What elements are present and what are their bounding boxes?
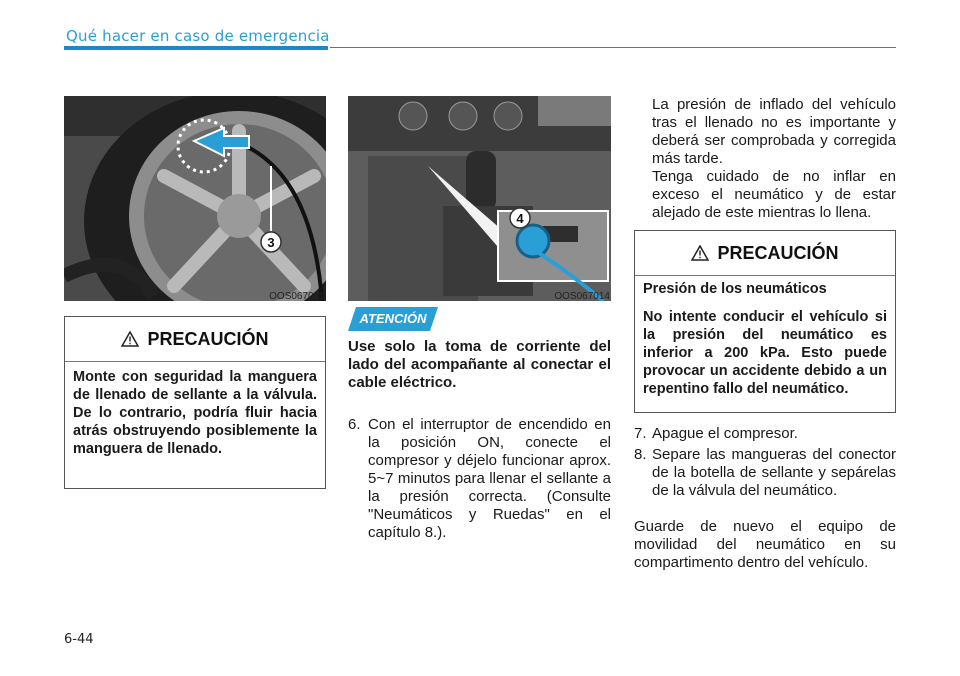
step-6-number: 6. xyxy=(348,416,361,433)
tire-valve-photo xyxy=(64,96,326,301)
caution-heading: PRECAUCIÓN xyxy=(717,242,839,263)
caution-subtitle: Presión de los neumáticos xyxy=(643,281,827,297)
power-outlet-photo xyxy=(348,96,611,301)
header-rule xyxy=(330,47,896,48)
figure-caption-middle: OOS067014 xyxy=(554,291,610,302)
paragraph-pressure-note: La presión de inflado del vehículo tras el llenado no es importante y deberá ser comprobada y corregida más tarde. xyxy=(652,96,896,167)
attention-badge xyxy=(348,307,438,331)
step-8-text: Separe las mangueras del conector de la botella de sellante y sepárelas de la válvula del neumático. xyxy=(652,446,896,499)
paragraph-overinflate-note: Tenga cuidado de no inflar en exceso el neumático y de estar alejado de este mientras lo llena. xyxy=(652,168,896,221)
caution-heading: PRECAUCIÓN xyxy=(147,328,269,349)
step-8-number: 8. xyxy=(634,446,647,463)
caution-header xyxy=(65,317,325,362)
callout-3: 3 xyxy=(267,235,275,250)
page-number: 6-44 xyxy=(64,632,94,647)
warning-triangle-icon xyxy=(691,245,709,261)
attention-label: ATENCIÓN xyxy=(359,311,427,326)
warning-triangle-icon xyxy=(121,331,139,347)
step-7-text: Apague el compresor. xyxy=(652,425,798,442)
figure-caption-left: OOS067011 xyxy=(269,291,324,302)
caution-body: No intente conducir el vehículo si la presión del neumático es inferior a 200 kPa. Esto puede provocar un accidente debido a un repentino fallo del neumático. xyxy=(643,309,887,397)
header-accent-bar xyxy=(64,46,328,50)
step-7-number: 7. xyxy=(634,425,647,442)
callout-4: 4 xyxy=(516,211,524,226)
attention-text: Use solo la toma de corriente del lado del acompañante al conectar el cable eléctrico. xyxy=(348,338,611,391)
section-title: Qué hacer en caso de emergencia xyxy=(66,27,330,45)
caution-box-left xyxy=(64,316,326,489)
caution-body: Monte con seguridad la manguera de llenado de sellante a la válvula. De lo contrario, podría fluir hacia atrás obstruyendo posiblemente la manguera de llenado. xyxy=(73,369,317,457)
paragraph-store-kit: Guarde de nuevo el equipo de movilidad del neumático en su compartimento dentro del vehículo. xyxy=(634,518,896,571)
caution-box-right xyxy=(634,230,896,413)
caution-header xyxy=(635,231,895,276)
step-6-text: Con el interruptor de encendido en la posición ON, conecte el compresor y déjelo funcionar aprox. 5~7 minutos para llenar el sellante a la presión correcta. (Consulte "Neumáticos y Ruedas" en el capítulo 8.). xyxy=(368,416,611,541)
